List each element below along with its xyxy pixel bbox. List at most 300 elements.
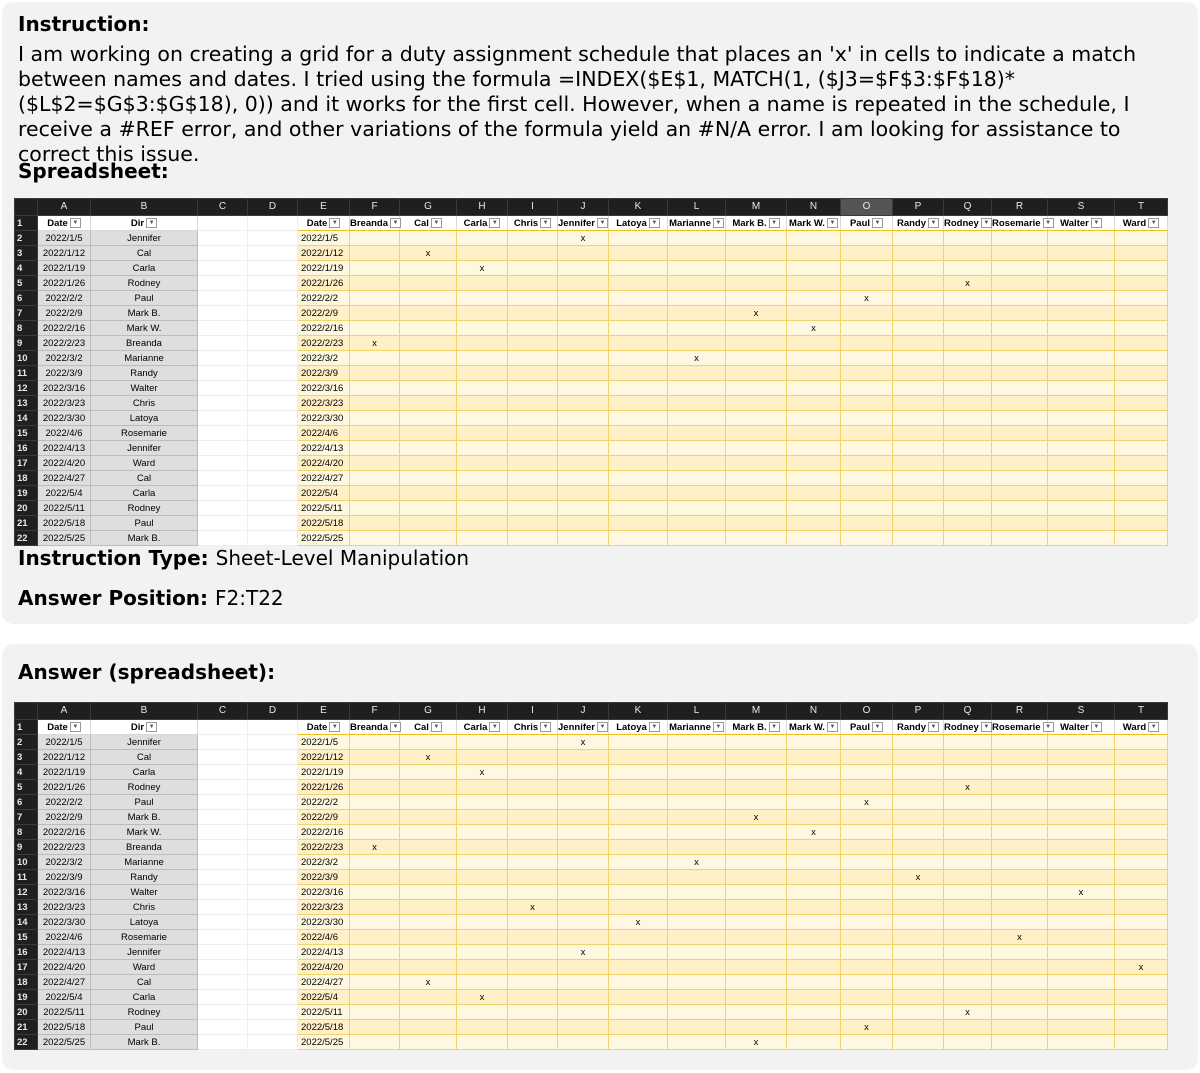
grid-cell[interactable] <box>668 930 726 945</box>
grid-cell[interactable] <box>400 780 457 795</box>
row-number[interactable]: 12 <box>15 885 38 900</box>
empty-cell[interactable] <box>198 336 248 351</box>
grid-cell[interactable] <box>992 825 1048 840</box>
grid-cell[interactable] <box>841 531 893 546</box>
dir-cell[interactable]: Carla <box>91 486 198 501</box>
grid-cell[interactable] <box>558 885 609 900</box>
row-number[interactable]: 15 <box>15 426 38 441</box>
grid-cell[interactable] <box>893 501 944 516</box>
grid-date-cell[interactable]: 2022/1/19 <box>298 765 350 780</box>
grid-date-header[interactable] <box>298 216 350 231</box>
empty-cell[interactable] <box>248 735 298 750</box>
grid-cell[interactable] <box>609 750 668 765</box>
grid-cell[interactable] <box>609 231 668 246</box>
grid-cell[interactable] <box>350 306 400 321</box>
name-header[interactable] <box>841 216 893 231</box>
column-header-B[interactable]: B <box>91 199 198 216</box>
date-cell[interactable]: 2022/1/5 <box>38 735 91 750</box>
filter-dropdown-icon[interactable]: ▼ <box>1148 218 1159 228</box>
grid-cell[interactable] <box>893 945 944 960</box>
grid-cell[interactable] <box>944 975 992 990</box>
empty-cell[interactable] <box>198 1020 248 1035</box>
grid-cell[interactable] <box>400 396 457 411</box>
grid-cell[interactable] <box>787 810 841 825</box>
empty-cell[interactable] <box>198 381 248 396</box>
grid-date-cell[interactable]: 2022/4/13 <box>298 945 350 960</box>
dir-cell[interactable]: Chris <box>91 396 198 411</box>
grid-date-cell[interactable]: 2022/4/6 <box>298 930 350 945</box>
grid-cell[interactable] <box>893 840 944 855</box>
grid-cell[interactable] <box>944 456 992 471</box>
grid-cell[interactable] <box>508 441 558 456</box>
grid-cell[interactable] <box>893 900 944 915</box>
grid-cell[interactable] <box>558 366 609 381</box>
grid-cell[interactable] <box>400 855 457 870</box>
grid-cell[interactable] <box>609 840 668 855</box>
date-cell[interactable]: 2022/4/13 <box>38 945 91 960</box>
grid-cell[interactable] <box>893 441 944 456</box>
filter-dropdown-icon[interactable]: ▼ <box>70 722 81 732</box>
grid-cell[interactable] <box>893 1005 944 1020</box>
grid-cell[interactable] <box>350 960 400 975</box>
grid-cell[interactable] <box>992 396 1048 411</box>
grid-cell[interactable] <box>508 810 558 825</box>
grid-cell[interactable] <box>992 1020 1048 1035</box>
row-number[interactable]: 18 <box>15 975 38 990</box>
grid-cell[interactable] <box>944 990 992 1005</box>
grid-cell[interactable] <box>350 411 400 426</box>
grid-cell[interactable] <box>787 795 841 810</box>
grid-cell[interactable] <box>893 456 944 471</box>
grid-cell[interactable] <box>787 381 841 396</box>
empty-cell[interactable] <box>198 900 248 915</box>
filter-dropdown-icon[interactable]: ▼ <box>70 218 81 228</box>
grid-date-cell[interactable]: 2022/5/25 <box>298 1035 350 1050</box>
empty-cell[interactable] <box>198 915 248 930</box>
grid-cell[interactable] <box>992 366 1048 381</box>
filter-dropdown-icon[interactable]: ▼ <box>928 722 939 732</box>
grid-cell[interactable] <box>508 1005 558 1020</box>
grid-cell[interactable] <box>893 915 944 930</box>
grid-cell[interactable] <box>508 261 558 276</box>
column-header-B[interactable]: B <box>91 703 198 720</box>
empty-cell[interactable] <box>198 246 248 261</box>
date-cell[interactable]: 2022/1/12 <box>38 750 91 765</box>
grid-cell[interactable] <box>726 750 787 765</box>
grid-cell[interactable] <box>841 366 893 381</box>
grid-cell[interactable] <box>841 336 893 351</box>
grid-cell[interactable] <box>558 471 609 486</box>
empty-cell[interactable] <box>248 411 298 426</box>
grid-cell[interactable] <box>944 471 992 486</box>
grid-cell[interactable] <box>1048 855 1115 870</box>
empty-cell[interactable] <box>248 975 298 990</box>
grid-cell[interactable] <box>558 840 609 855</box>
grid-cell[interactable] <box>508 411 558 426</box>
grid-cell[interactable] <box>841 825 893 840</box>
grid-cell[interactable] <box>668 246 726 261</box>
grid-cell[interactable] <box>1048 930 1115 945</box>
grid-cell[interactable] <box>457 825 508 840</box>
grid-cell[interactable] <box>668 381 726 396</box>
name-header[interactable] <box>668 216 726 231</box>
grid-cell[interactable] <box>609 885 668 900</box>
grid-cell-mark[interactable]: x <box>668 351 726 366</box>
grid-cell[interactable] <box>609 870 668 885</box>
grid-cell[interactable] <box>841 381 893 396</box>
grid-cell[interactable] <box>668 456 726 471</box>
grid-cell[interactable] <box>992 351 1048 366</box>
column-header-F[interactable]: F <box>350 703 400 720</box>
grid-cell[interactable] <box>787 765 841 780</box>
grid-cell[interactable] <box>1115 351 1168 366</box>
grid-cell[interactable] <box>508 855 558 870</box>
column-header-R[interactable]: R <box>992 199 1048 216</box>
column-header-Q[interactable]: Q <box>944 703 992 720</box>
grid-cell[interactable] <box>400 381 457 396</box>
grid-cell[interactable] <box>893 366 944 381</box>
grid-cell[interactable] <box>508 1020 558 1035</box>
grid-cell[interactable] <box>1048 945 1115 960</box>
grid-cell[interactable] <box>609 411 668 426</box>
name-header[interactable] <box>558 216 609 231</box>
grid-cell[interactable] <box>457 501 508 516</box>
grid-cell-mark[interactable]: x <box>787 825 841 840</box>
grid-cell[interactable] <box>609 426 668 441</box>
row-number[interactable]: 13 <box>15 396 38 411</box>
grid-cell[interactable] <box>992 306 1048 321</box>
dir-cell[interactable]: Cal <box>91 750 198 765</box>
grid-cell-mark[interactable]: x <box>350 840 400 855</box>
row-number[interactable]: 2 <box>15 231 38 246</box>
grid-cell[interactable] <box>400 870 457 885</box>
name-header[interactable] <box>992 720 1052 735</box>
grid-cell[interactable] <box>992 276 1048 291</box>
grid-cell[interactable] <box>668 990 726 1005</box>
grid-date-cell[interactable]: 2022/3/2 <box>298 351 350 366</box>
grid-date-cell[interactable]: 2022/3/2 <box>298 855 350 870</box>
grid-cell-mark[interactable]: x <box>992 930 1048 945</box>
row-number[interactable]: 3 <box>15 750 38 765</box>
grid-cell[interactable] <box>508 381 558 396</box>
row-number[interactable]: 14 <box>15 915 38 930</box>
empty-cell[interactable] <box>198 516 248 531</box>
grid-cell[interactable] <box>668 231 726 246</box>
grid-cell[interactable] <box>350 915 400 930</box>
grid-date-cell[interactable]: 2022/2/16 <box>298 321 350 336</box>
grid-cell[interactable] <box>1115 990 1168 1005</box>
row-number[interactable]: 13 <box>15 900 38 915</box>
grid-cell[interactable] <box>558 825 609 840</box>
grid-cell[interactable] <box>609 336 668 351</box>
grid-cell[interactable] <box>508 930 558 945</box>
grid-cell[interactable] <box>457 870 508 885</box>
grid-cell[interactable] <box>350 975 400 990</box>
grid-cell[interactable] <box>558 975 609 990</box>
grid-date-cell[interactable]: 2022/3/23 <box>298 900 350 915</box>
grid-cell[interactable] <box>558 501 609 516</box>
empty-cell[interactable] <box>248 930 298 945</box>
grid-cell[interactable] <box>841 276 893 291</box>
grid-cell[interactable] <box>457 486 508 501</box>
grid-cell[interactable] <box>508 366 558 381</box>
grid-cell[interactable] <box>400 915 457 930</box>
grid-cell[interactable] <box>726 486 787 501</box>
date-cell[interactable]: 2022/3/9 <box>38 870 91 885</box>
grid-cell-mark[interactable]: x <box>609 915 668 930</box>
grid-cell[interactable] <box>457 351 508 366</box>
name-header[interactable] <box>609 216 668 231</box>
empty-cell[interactable] <box>198 1005 248 1020</box>
empty-cell[interactable] <box>198 825 248 840</box>
grid-cell[interactable] <box>668 531 726 546</box>
date-cell[interactable]: 2022/5/25 <box>38 531 91 546</box>
grid-cell[interactable] <box>350 870 400 885</box>
grid-cell[interactable] <box>893 291 944 306</box>
dir-cell[interactable]: Mark B. <box>91 1035 198 1050</box>
grid-cell[interactable] <box>609 531 668 546</box>
row-number[interactable]: 4 <box>15 765 38 780</box>
grid-cell[interactable] <box>558 486 609 501</box>
grid-cell[interactable] <box>668 471 726 486</box>
grid-cell[interactable] <box>457 735 508 750</box>
grid-cell[interactable] <box>609 306 668 321</box>
grid-cell[interactable] <box>508 531 558 546</box>
column-header-M[interactable]: M <box>726 703 787 720</box>
grid-cell[interactable] <box>508 246 558 261</box>
grid-cell[interactable] <box>558 750 609 765</box>
grid-cell[interactable] <box>787 411 841 426</box>
grid-cell[interactable] <box>841 486 893 501</box>
grid-cell[interactable] <box>558 915 609 930</box>
date-cell[interactable]: 2022/1/26 <box>38 780 91 795</box>
grid-cell[interactable] <box>609 900 668 915</box>
filter-dropdown-icon[interactable]: ▼ <box>1043 218 1054 228</box>
grid-cell[interactable] <box>944 825 992 840</box>
grid-cell[interactable] <box>400 501 457 516</box>
grid-cell[interactable] <box>787 366 841 381</box>
date-header[interactable] <box>38 720 91 735</box>
empty-cell[interactable] <box>248 1020 298 1035</box>
grid-cell[interactable] <box>558 810 609 825</box>
empty-cell[interactable] <box>198 945 248 960</box>
empty-cell[interactable] <box>248 246 298 261</box>
grid-cell[interactable] <box>893 810 944 825</box>
grid-cell-mark[interactable]: x <box>944 1005 992 1020</box>
grid-cell[interactable] <box>992 765 1048 780</box>
empty-cell[interactable] <box>198 231 248 246</box>
grid-cell[interactable] <box>841 960 893 975</box>
grid-cell[interactable] <box>558 960 609 975</box>
grid-cell[interactable] <box>609 366 668 381</box>
empty-cell[interactable] <box>198 855 248 870</box>
column-header-O[interactable]: O <box>841 199 893 216</box>
grid-cell[interactable] <box>893 885 944 900</box>
grid-cell[interactable] <box>992 501 1048 516</box>
grid-cell[interactable] <box>841 810 893 825</box>
grid-cell[interactable] <box>1048 246 1115 261</box>
dir-cell[interactable]: Breanda <box>91 336 198 351</box>
grid-cell[interactable] <box>400 1035 457 1050</box>
empty-cell[interactable] <box>248 441 298 456</box>
grid-cell[interactable] <box>1048 336 1115 351</box>
grid-cell[interactable] <box>350 825 400 840</box>
grid-cell[interactable] <box>1048 810 1115 825</box>
grid-date-cell[interactable]: 2022/1/5 <box>298 231 350 246</box>
grid-date-cell[interactable]: 2022/4/13 <box>298 441 350 456</box>
grid-cell[interactable] <box>944 366 992 381</box>
name-header[interactable] <box>944 720 992 735</box>
grid-cell[interactable] <box>350 735 400 750</box>
column-header-F[interactable]: F <box>350 199 400 216</box>
grid-cell[interactable] <box>350 321 400 336</box>
dir-cell[interactable]: Randy <box>91 870 198 885</box>
corner-cell[interactable] <box>15 703 38 720</box>
grid-cell[interactable] <box>668 321 726 336</box>
grid-cell[interactable] <box>787 1005 841 1020</box>
grid-cell[interactable] <box>609 735 668 750</box>
grid-cell[interactable] <box>1115 825 1168 840</box>
row-number[interactable]: 17 <box>15 456 38 471</box>
grid-cell[interactable] <box>1048 471 1115 486</box>
empty-cell[interactable] <box>248 486 298 501</box>
empty-cell[interactable] <box>248 990 298 1005</box>
grid-cell[interactable] <box>841 471 893 486</box>
grid-cell-mark[interactable]: x <box>668 855 726 870</box>
empty-cell[interactable] <box>248 960 298 975</box>
grid-cell[interactable] <box>787 336 841 351</box>
grid-cell[interactable] <box>400 795 457 810</box>
dir-cell[interactable]: Marianne <box>91 855 198 870</box>
row-number[interactable]: 22 <box>15 1035 38 1050</box>
grid-cell[interactable] <box>841 885 893 900</box>
grid-cell[interactable] <box>508 765 558 780</box>
name-header[interactable] <box>787 216 841 231</box>
grid-cell[interactable] <box>841 261 893 276</box>
grid-cell[interactable] <box>841 780 893 795</box>
row-number[interactable]: 7 <box>15 810 38 825</box>
dir-cell[interactable]: Mark B. <box>91 531 198 546</box>
grid-cell[interactable] <box>508 840 558 855</box>
filter-dropdown-icon[interactable]: ▼ <box>489 722 500 732</box>
grid-cell[interactable] <box>609 930 668 945</box>
grid-cell[interactable] <box>1115 750 1168 765</box>
grid-cell[interactable] <box>609 291 668 306</box>
grid-cell[interactable] <box>726 456 787 471</box>
empty-cell[interactable] <box>248 780 298 795</box>
grid-cell[interactable] <box>558 441 609 456</box>
grid-cell[interactable] <box>726 1020 787 1035</box>
grid-cell[interactable] <box>893 411 944 426</box>
grid-cell[interactable] <box>668 735 726 750</box>
empty-cell[interactable] <box>198 216 248 231</box>
empty-cell[interactable] <box>198 930 248 945</box>
grid-cell[interactable] <box>992 246 1048 261</box>
empty-cell[interactable] <box>248 471 298 486</box>
empty-cell[interactable] <box>198 735 248 750</box>
empty-cell[interactable] <box>198 975 248 990</box>
grid-cell[interactable] <box>1115 885 1168 900</box>
grid-cell[interactable] <box>609 471 668 486</box>
empty-cell[interactable] <box>198 885 248 900</box>
empty-cell[interactable] <box>198 720 248 735</box>
grid-cell[interactable] <box>1115 765 1168 780</box>
empty-cell[interactable] <box>198 351 248 366</box>
date-cell[interactable]: 2022/4/13 <box>38 441 91 456</box>
grid-cell-mark[interactable]: x <box>944 780 992 795</box>
grid-date-cell[interactable]: 2022/2/23 <box>298 840 350 855</box>
grid-cell-mark[interactable]: x <box>1048 885 1115 900</box>
filter-dropdown-icon[interactable]: ▼ <box>713 218 724 228</box>
column-header-L[interactable]: L <box>668 199 726 216</box>
grid-cell[interactable] <box>457 516 508 531</box>
grid-cell[interactable] <box>992 261 1048 276</box>
dir-cell[interactable]: Randy <box>91 366 198 381</box>
grid-cell[interactable] <box>893 765 944 780</box>
grid-cell[interactable] <box>1115 975 1168 990</box>
grid-cell[interactable] <box>1048 441 1115 456</box>
empty-cell[interactable] <box>198 261 248 276</box>
grid-cell[interactable] <box>1115 261 1168 276</box>
grid-cell[interactable] <box>508 1035 558 1050</box>
grid-date-cell[interactable]: 2022/5/4 <box>298 486 350 501</box>
grid-cell[interactable] <box>1048 396 1115 411</box>
grid-cell[interactable] <box>726 795 787 810</box>
empty-cell[interactable] <box>198 960 248 975</box>
empty-cell[interactable] <box>248 501 298 516</box>
grid-cell[interactable] <box>726 840 787 855</box>
filter-dropdown-icon[interactable]: ▼ <box>713 722 724 732</box>
grid-cell[interactable] <box>841 411 893 426</box>
grid-cell[interactable] <box>558 306 609 321</box>
grid-cell[interactable] <box>457 780 508 795</box>
empty-cell[interactable] <box>198 810 248 825</box>
grid-cell[interactable] <box>457 960 508 975</box>
grid-cell[interactable] <box>841 321 893 336</box>
grid-cell[interactable] <box>1048 840 1115 855</box>
grid-cell[interactable] <box>457 900 508 915</box>
column-header-E[interactable]: E <box>298 199 350 216</box>
grid-cell[interactable] <box>992 231 1048 246</box>
grid-cell[interactable] <box>558 351 609 366</box>
grid-cell[interactable] <box>668 486 726 501</box>
grid-cell[interactable] <box>609 516 668 531</box>
date-cell[interactable]: 2022/5/25 <box>38 1035 91 1050</box>
grid-cell[interactable] <box>609 276 668 291</box>
grid-cell[interactable] <box>944 765 992 780</box>
grid-cell[interactable] <box>1115 1035 1168 1050</box>
grid-cell[interactable] <box>787 855 841 870</box>
grid-cell[interactable] <box>944 870 992 885</box>
grid-cell[interactable] <box>400 930 457 945</box>
empty-cell[interactable] <box>248 381 298 396</box>
grid-cell[interactable] <box>893 396 944 411</box>
grid-cell[interactable] <box>841 426 893 441</box>
empty-cell[interactable] <box>248 516 298 531</box>
grid-cell[interactable] <box>609 261 668 276</box>
grid-cell[interactable] <box>1048 1020 1115 1035</box>
empty-cell[interactable] <box>248 915 298 930</box>
grid-cell[interactable] <box>350 276 400 291</box>
grid-cell[interactable] <box>1115 915 1168 930</box>
grid-cell[interactable] <box>400 960 457 975</box>
name-header[interactable] <box>841 720 893 735</box>
grid-cell[interactable] <box>944 426 992 441</box>
grid-cell[interactable] <box>944 855 992 870</box>
grid-cell[interactable] <box>609 825 668 840</box>
grid-date-cell[interactable]: 2022/5/18 <box>298 1020 350 1035</box>
grid-cell[interactable] <box>893 1020 944 1035</box>
